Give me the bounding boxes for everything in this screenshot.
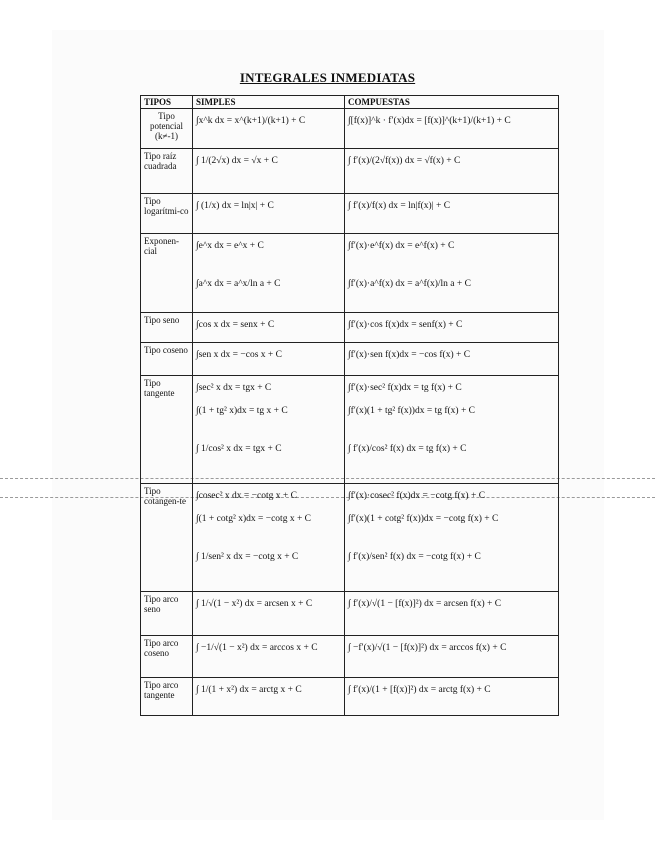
tipo-label: Tipo coseno [141,343,193,376]
row-coseno [141,343,559,376]
formula: ∫ f′(x)/(1 + [f(x)]²) dx = arctg f(x) + C [348,685,491,695]
simples-cell [193,592,345,636]
row-arco-seno [141,592,559,636]
formula: ∫f′(x)·a^f(x) dx = a^f(x)/ln a + C [348,279,471,289]
formula: ∫ f′(x)/f(x) dx = ln|f(x)| + C [348,201,451,211]
formula: ∫f′(x)·sec² f(x)dx = tg f(x) + C [348,383,462,393]
row-cotangente [141,484,559,592]
compuestas-cell [345,194,559,234]
row-potencial [141,109,559,149]
tipo-label: Tipo raíz cuadrada [141,149,193,194]
header-simples: SIMPLES [193,96,345,109]
compuestas-cell [345,149,559,194]
row-tangente [141,376,559,484]
tipo-label: Exponen-cial [141,234,193,313]
simples-cell [193,149,345,194]
integrals-table [140,95,559,716]
simples-cell [193,636,345,678]
compuestas-cell [345,376,559,484]
header-row [141,96,559,109]
row-logaritmico [141,194,559,234]
formula: ∫ 1/√(1 − x²) dx = arcsen x + C [196,599,313,609]
simples-cell [193,376,345,484]
header-compuestas: COMPUESTAS [345,96,559,109]
tipo-label: Tipo arco tangente [141,678,193,716]
tipo-label: Tipo tangente [141,376,193,484]
compuestas-cell [345,636,559,678]
tipo-label: Tipo arco coseno [141,636,193,678]
formula: ∫sen x dx = −cos x + C [196,350,282,360]
compuestas-cell [345,234,559,313]
formula: ∫f′(x)(1 + tg² f(x))dx = tg f(x) + C [348,406,476,416]
tipo-label: Tipo potencial (k≠-1) [141,109,193,149]
formula: ∫a^x dx = a^x/ln a + C [196,279,281,289]
simples-cell [193,343,345,376]
page-title: INTEGRALES INMEDIATAS [239,70,416,85]
compuestas-cell [345,678,559,716]
tipo-label: Tipo seno [141,313,193,343]
formula: ∫ −1/√(1 − x²) dx = arccos x + C [196,643,318,653]
row-seno [141,313,559,343]
tipo-label: Tipo arco seno [141,592,193,636]
compuestas-cell [345,313,559,343]
formula: ∫ f′(x)/sen² f(x) dx = −cotg f(x) + C [348,552,481,562]
simples-cell [193,484,345,592]
formula: ∫f′(x)·cos f(x)dx = senf(x) + C [348,320,463,330]
simples-cell [193,109,345,149]
formula: ∫ f′(x)/√(1 − [f(x)]²) dx = arcsen f(x) + C [348,599,502,609]
formula: ∫[f(x)]^k · f′(x)dx = [f(x)]^(k+1)/(k+1) + C [348,116,511,126]
formula: ∫ f′(x)/cos² f(x) dx = tg f(x) + C [348,444,467,454]
formula: ∫ 1/(1 + x²) dx = arctg x + C [196,685,302,695]
formula: ∫f′(x)·cosec² f(x)dx = −cotg f(x) + C [348,491,486,501]
formula: ∫sec² x dx = tgx + C [196,383,272,393]
compuestas-cell [345,484,559,592]
simples-cell [193,678,345,716]
formula: ∫ 1/sen² x dx = −cotg x + C [196,552,299,562]
compuestas-cell [345,592,559,636]
formula: ∫cosec² x dx = −cotg x + C [196,491,297,501]
row-arco-tangente [141,678,559,716]
formula: ∫(1 + tg² x)dx = tg x + C [196,406,288,416]
row-raiz-cuadrada [141,149,559,194]
simples-cell [193,194,345,234]
formula: ∫f′(x)·e^f(x) dx = e^f(x) + C [348,241,455,251]
formula: ∫(1 + cotg² x)dx = −cotg x + C [196,514,312,524]
compuestas-cell [345,109,559,149]
compuestas-cell [345,343,559,376]
simples-cell [193,313,345,343]
formula: ∫ (1/x) dx = ln|x| + C [196,201,274,211]
row-arco-coseno [141,636,559,678]
formula: ∫x^k dx = x^(k+1)/(k+1) + C [196,116,306,126]
formula: ∫cos x dx = senx + C [196,320,275,330]
tipo-label: Tipo logarítmi-co [141,194,193,234]
formula: ∫ 1/cos² x dx = tgx + C [196,444,282,454]
formula: ∫ f′(x)/(2√f(x)) dx = √f(x) + C [348,156,461,166]
formula: ∫ 1/(2√x) dx = √x + C [196,156,278,166]
formula: ∫f′(x)·sen f(x)dx = −cos f(x) + C [348,350,471,360]
formula: ∫e^x dx = e^x + C [196,241,264,251]
header-tipos: TIPOS [141,96,193,109]
formula: ∫ −f′(x)/√(1 − [f(x)]²) dx = arccos f(x) + C [348,643,507,653]
tipo-label: Tipo cotangen-te [141,484,193,592]
row-exponencial [141,234,559,313]
simples-cell [193,234,345,313]
formula: ∫f′(x)(1 + cotg² f(x))dx = −cotg f(x) + C [348,514,499,524]
